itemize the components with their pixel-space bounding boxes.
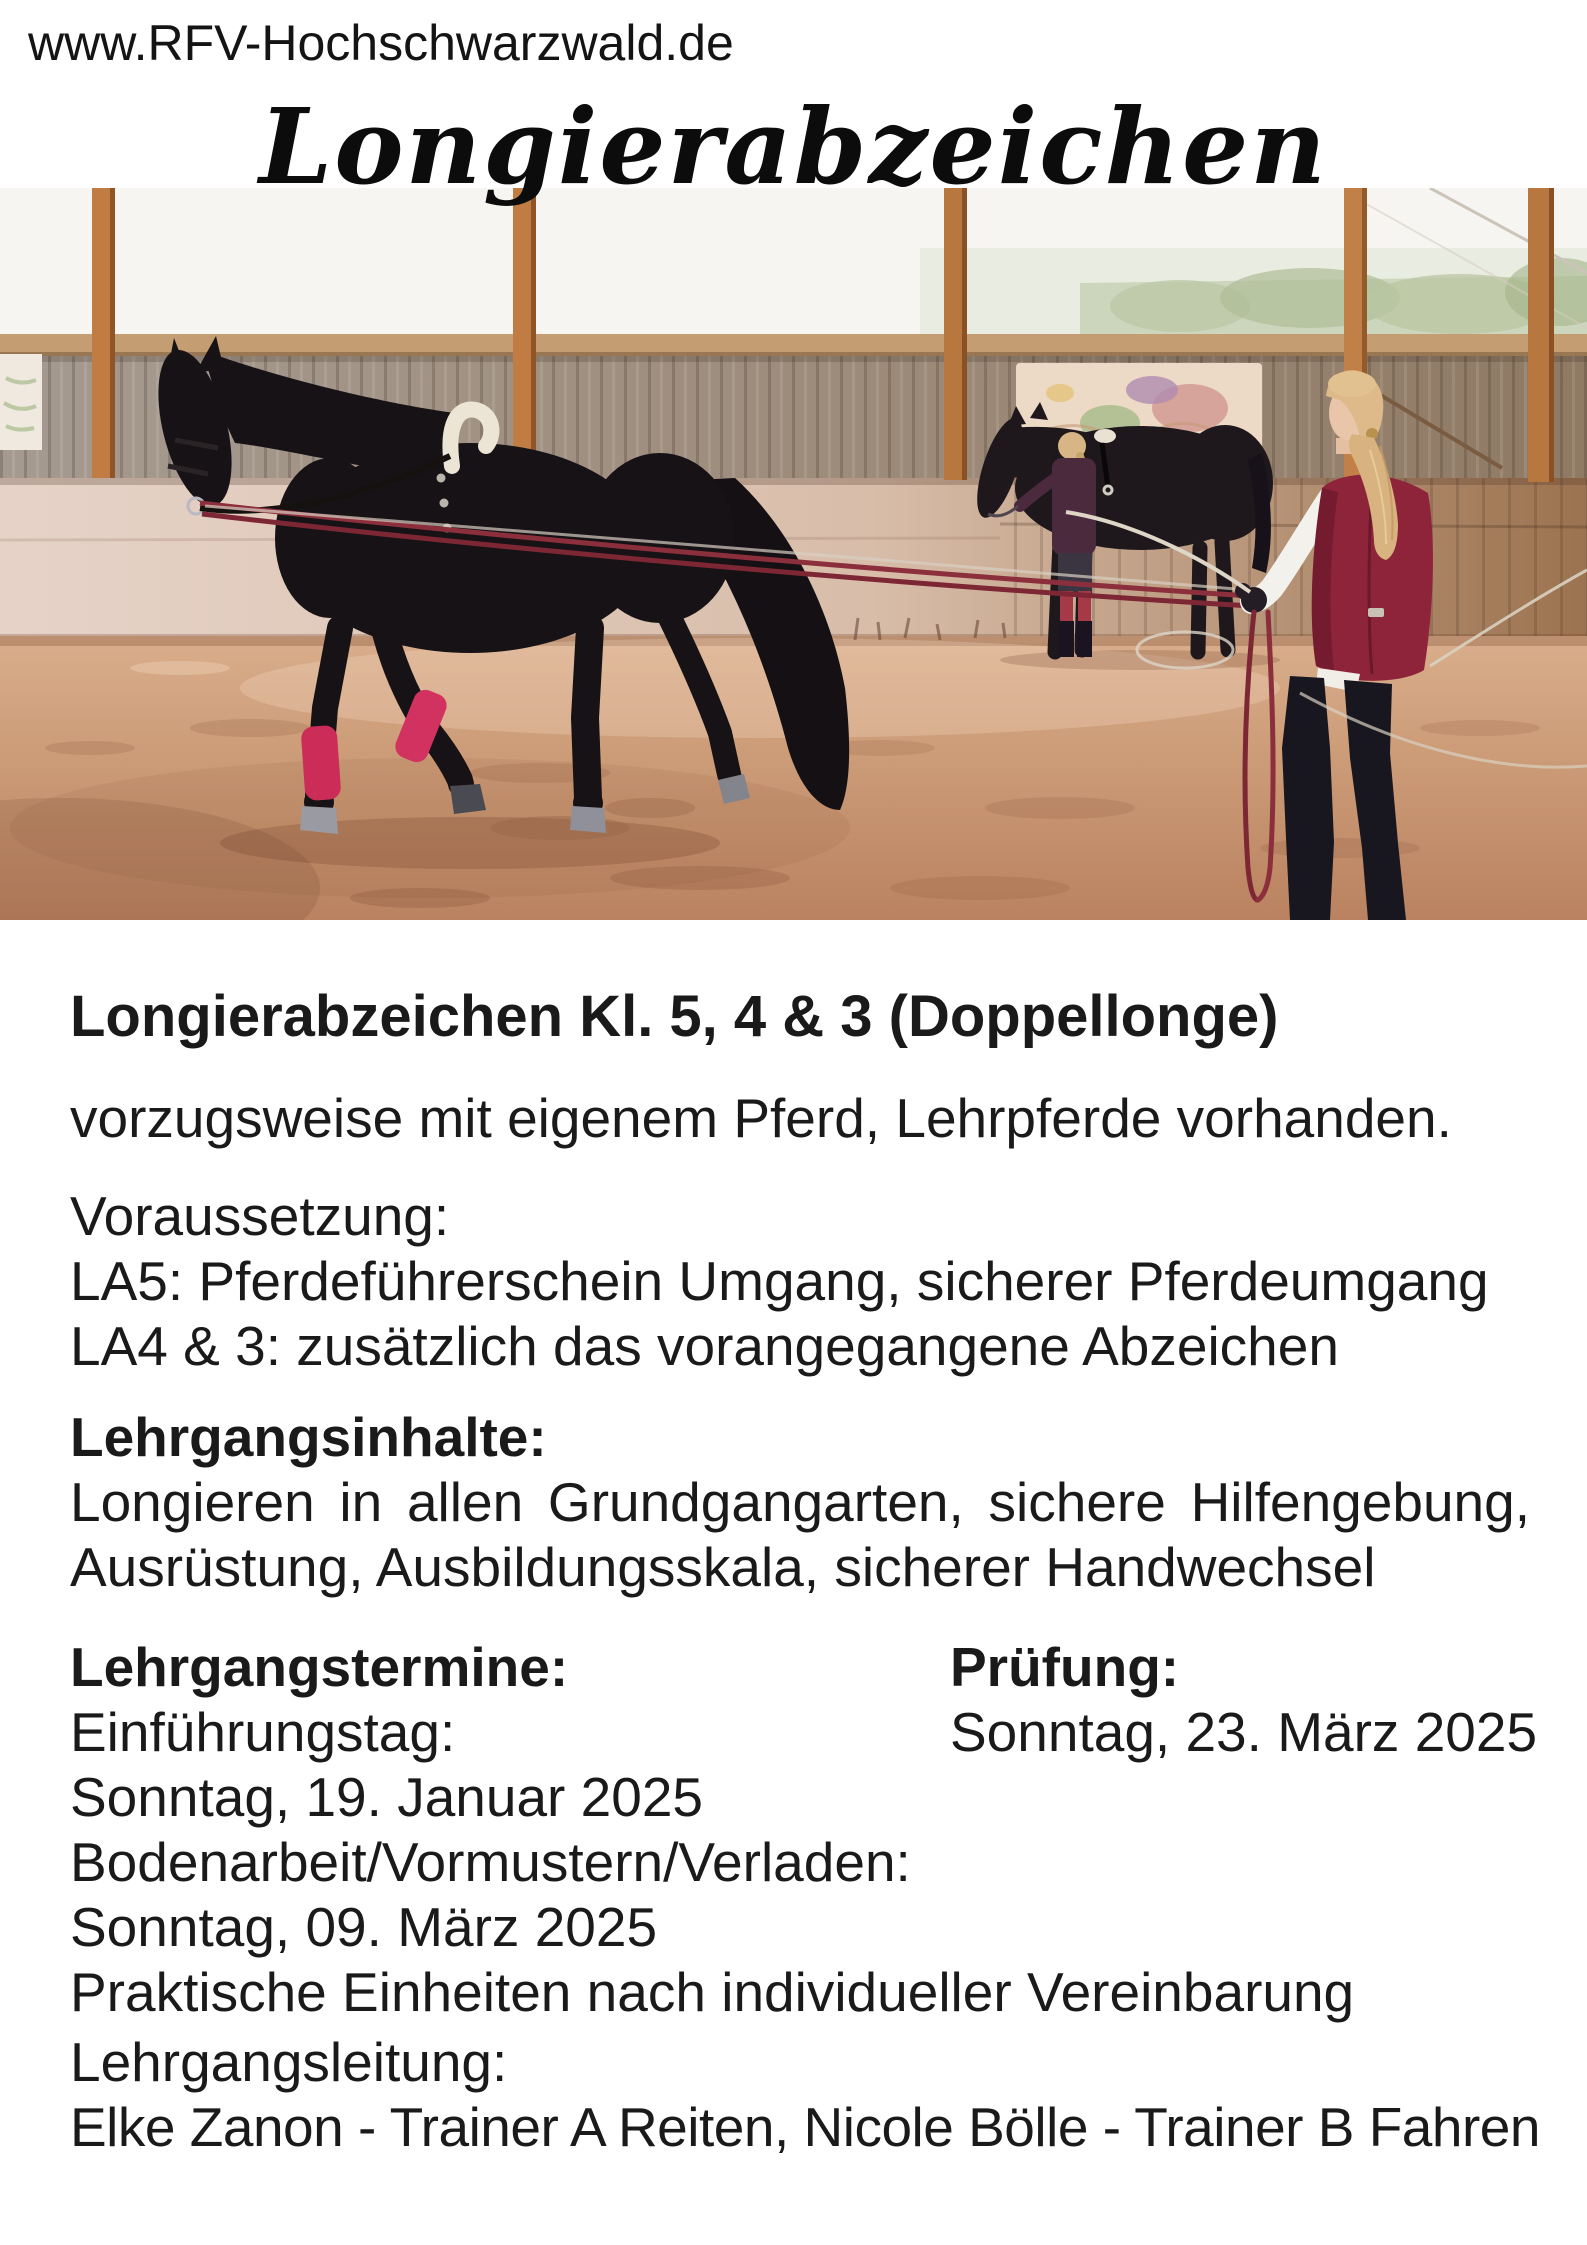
wooden-post bbox=[92, 188, 115, 478]
dates-label: Lehrgangstermine: bbox=[70, 1636, 569, 1698]
arena-photo bbox=[0, 188, 1587, 920]
main-horse-shadow bbox=[220, 817, 720, 869]
wooden-post bbox=[944, 188, 967, 480]
flyer-title: Longierabzeichen bbox=[259, 85, 1328, 208]
background-fleece-pad bbox=[1094, 429, 1116, 443]
exam-column bbox=[950, 1635, 1538, 1765]
dates-line-groundwork: Bodenarbeit/Vormustern/Verladen: bbox=[70, 1831, 911, 1893]
requirement-la5: LA5: Pferdeführerschein Umgang, sicherer Pferdeumgang bbox=[70, 1250, 1489, 1312]
leadership-block bbox=[70, 2030, 1540, 2160]
exam-label: Prüfung: bbox=[950, 1636, 1180, 1698]
course-content-block bbox=[70, 1405, 1530, 1600]
requirement-la43: LA4 & 3: zusätzlich das vorangegangene Abzeichen bbox=[70, 1315, 1339, 1377]
intro-line: vorzugsweise mit eigenem Pferd, Lehrpferde vorhanden. bbox=[70, 1087, 1452, 1149]
wooden-post bbox=[1528, 188, 1554, 482]
course-heading: Longierabzeichen Kl. 5, 4 & 3 (Doppellonge) bbox=[70, 984, 1279, 1049]
vest-buckle bbox=[1368, 608, 1384, 617]
dates-line-groundwork-date: Sonntag, 09. März 2025 bbox=[70, 1896, 658, 1958]
leg-wrap-red bbox=[300, 725, 341, 801]
background-horse-shadow bbox=[1000, 650, 1280, 670]
dates-line-intro-day: Einführungstag: bbox=[70, 1701, 456, 1763]
course-content-line2: Ausrüstung, Ausbildungsskala, sicherer Handwechsel bbox=[70, 1536, 1376, 1598]
handler-jacket bbox=[1052, 458, 1096, 555]
leadership-trainers: Elke Zanon - Trainer A Reiten, Nicole Bölle - Trainer B Fahren bbox=[70, 2096, 1540, 2158]
dates-line-practice: Praktische Einheiten nach individueller Vereinbarung bbox=[70, 1961, 1355, 2023]
kicked-dust bbox=[490, 816, 630, 840]
arena-photo-illustration bbox=[0, 188, 1587, 920]
requirements-block bbox=[70, 1184, 1530, 1379]
trainer-leg bbox=[1282, 676, 1334, 920]
requirements-label: Voraussetzung: bbox=[70, 1185, 450, 1247]
wooden-post bbox=[513, 188, 536, 478]
exam-date: Sonntag, 23. März 2025 bbox=[950, 1701, 1538, 1763]
course-content-line1: Longieren in allen Grundgangarten, sichere Hilfengebung, bbox=[70, 1471, 1530, 1533]
dates-line-intro-date: Sonntag, 19. Januar 2025 bbox=[70, 1766, 704, 1828]
course-content-label: Lehrgangsinhalte: bbox=[70, 1406, 547, 1468]
wall-sign bbox=[0, 354, 42, 450]
dates-section bbox=[70, 1635, 1538, 2025]
website-url: www.RFV-Hochschwarzwald.de bbox=[28, 15, 734, 71]
handler-boots bbox=[1059, 621, 1074, 657]
leadership-label: Lehrgangsleitung: bbox=[70, 2031, 508, 2093]
